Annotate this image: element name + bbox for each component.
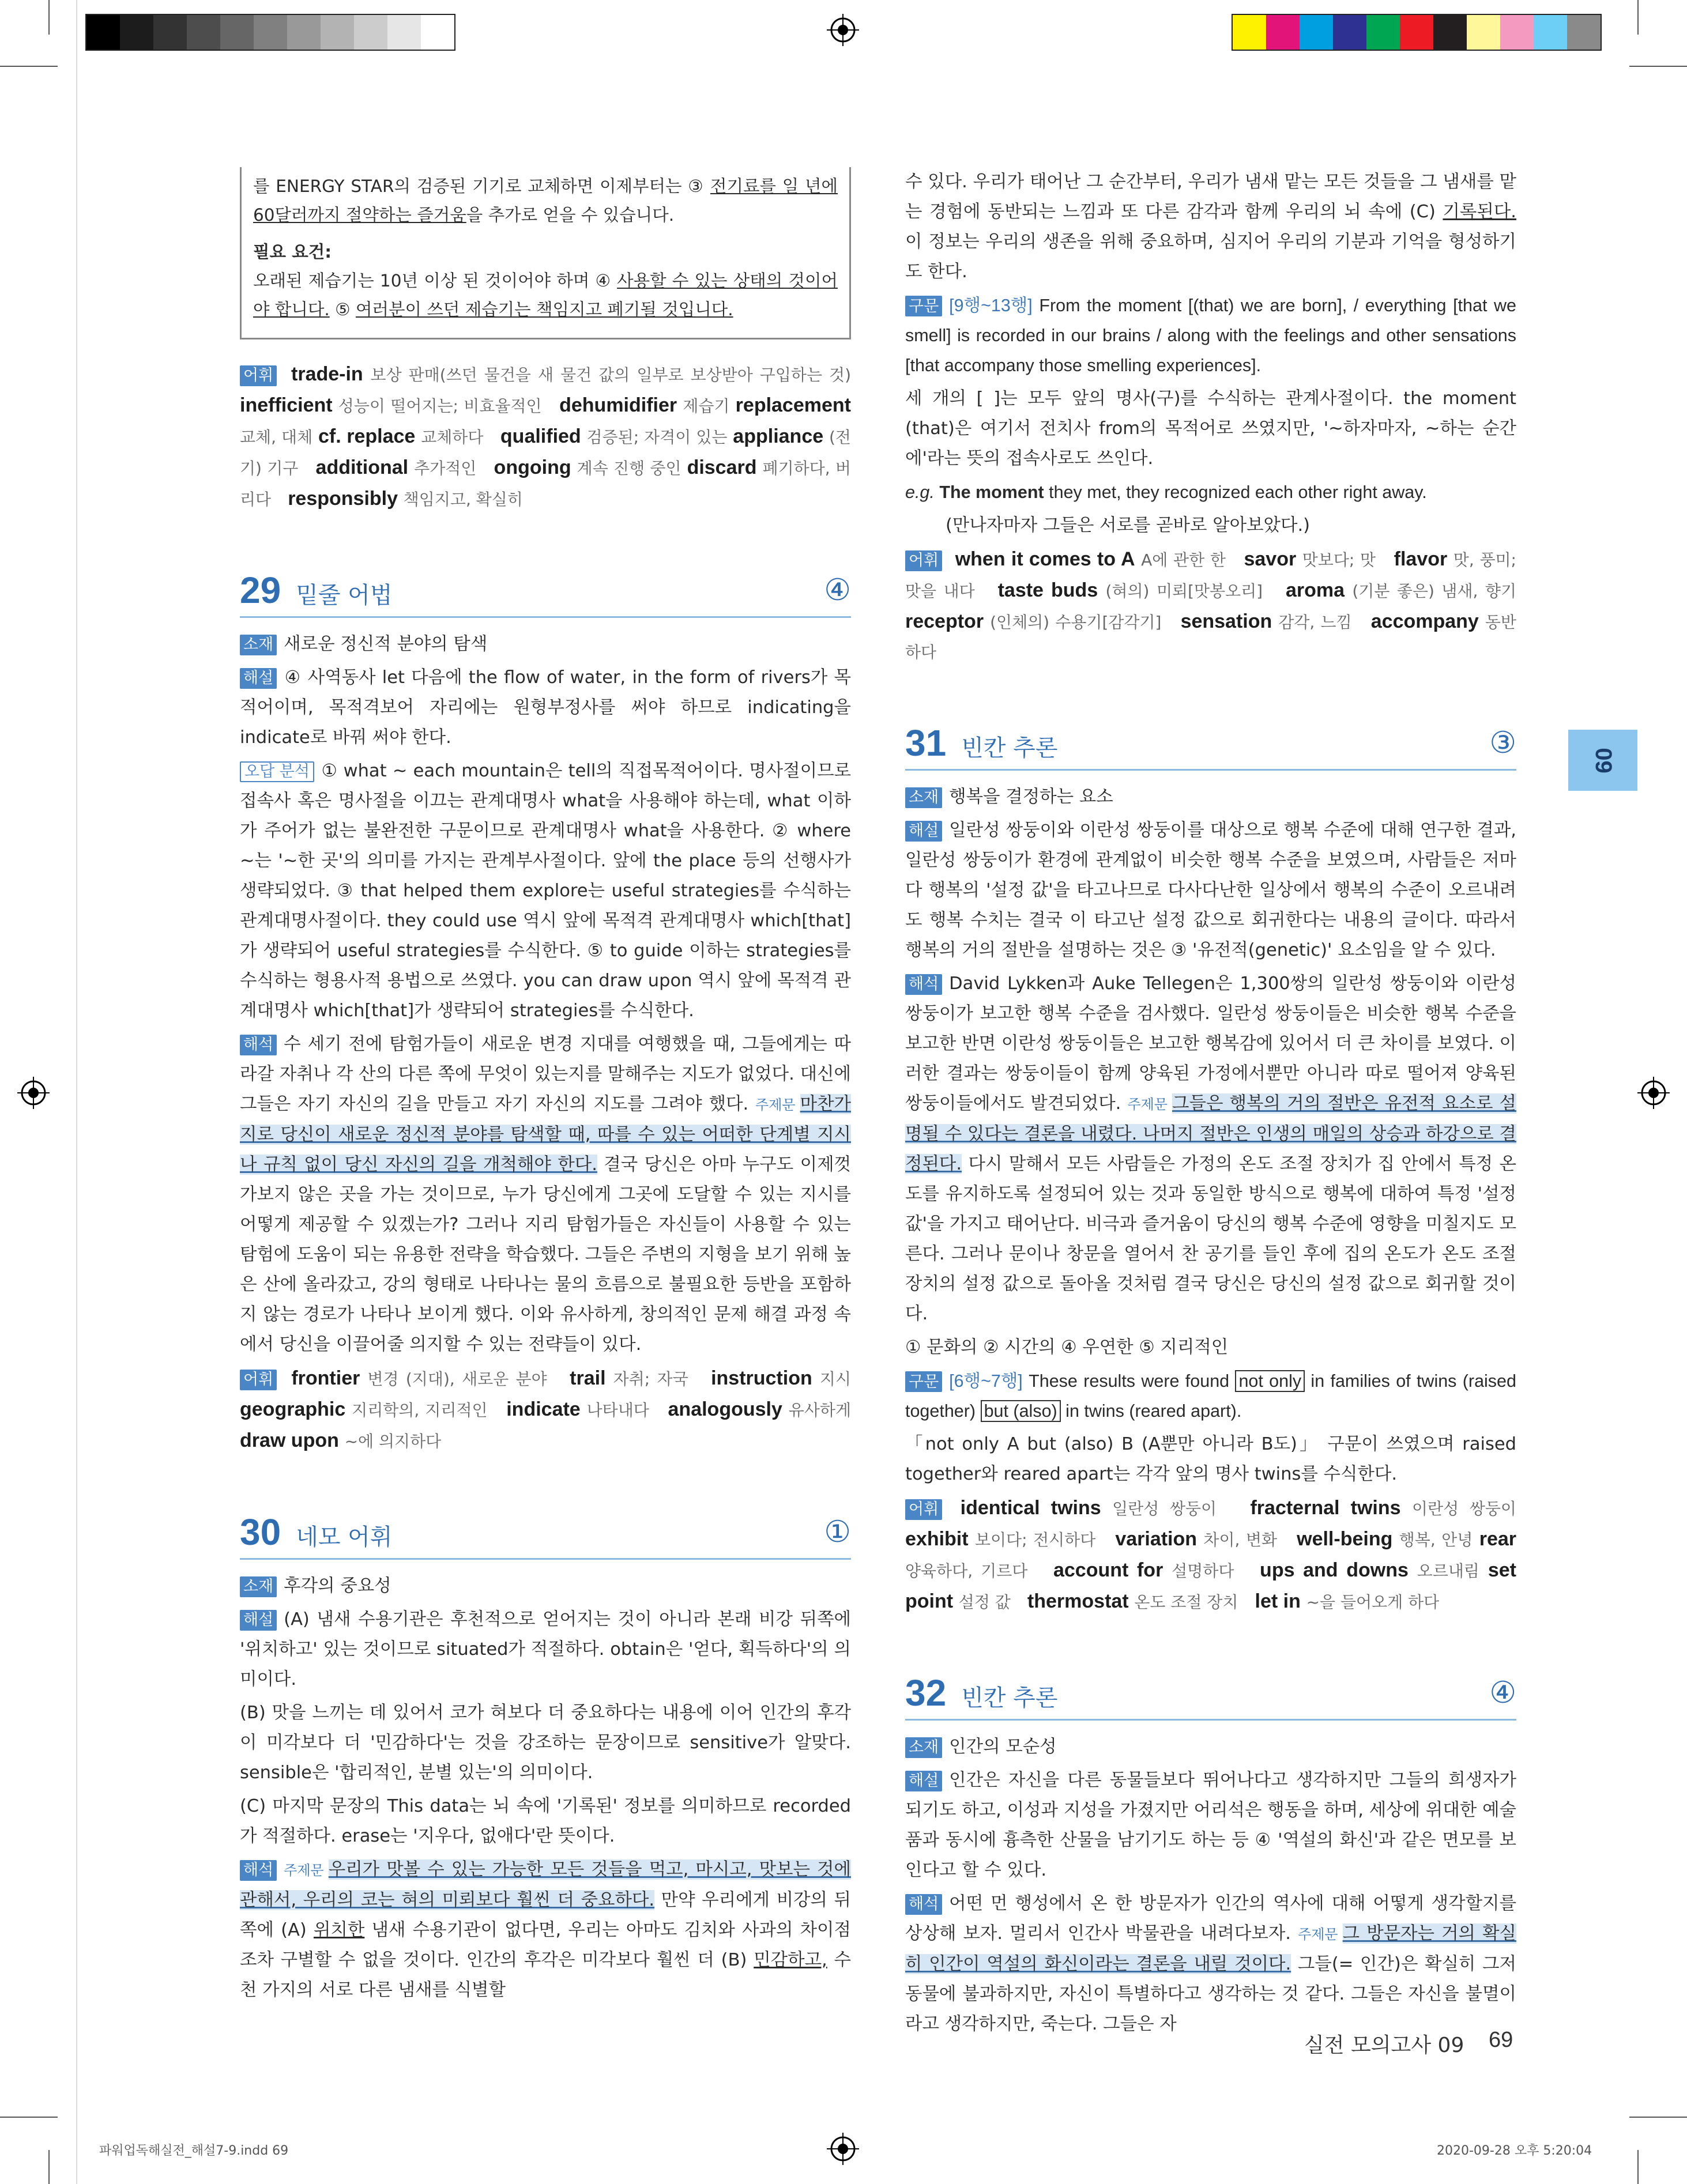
syntax-note: 구문 [6행~7행] These results were found not only in families of twins (raised together) but (also) in twins (reared apart).: [905, 1371, 1516, 1421]
crop-mark: [1637, 2150, 1639, 2184]
crop-mark: [0, 2117, 58, 2118]
vocab-block-29: 어휘 frontier 변경 (지대), 새로운 분야 trail 자취; 자국 instruction 지시 geographic 지리학의, 지리적인 indicate 나타내다 analogously 유사하게 draw upon ~에 의지하다: [240, 1367, 852, 1451]
registration-mark-top: [827, 14, 859, 46]
vocab-block-28: [240, 359, 851, 515]
vocab-list: trade-in 보상 판매(쓰던 물건을 새 물건 값의 일부로 보상받아 구입하는 것) inefficient 성능이 떨어지는; 비효율적인 dehumidifier 제습기 replacement 교체, 대체 cf. replace 교체하다 qualified 검증된; 자격이 있는 appliance (전기) 기구 additional 추가적인 ongoing 계속 진행 중인 discard 폐기하다, 버리다 responsibly 책임지고, 확실히: [240, 363, 852, 510]
explanation: 해설 ④ 사역동사 let 다음에 the flow of water, in the form of rivers가 목적어이며, 목적격보어 자리에는 원형부정사를 써야 하므로 indicating을 indicate로 바꿔 써야 한다.: [240, 667, 851, 748]
left-column: [240, 167, 851, 2009]
color-bar: [1232, 14, 1602, 51]
footer-title: 실전 모의고사 09: [1304, 2034, 1464, 2057]
translation-continued: 수 있다. 우리가 태어난 그 순간부터, 우리가 냄새 맡는 모든 것들을 그 냄새를 맡는 경험에 동반되는 느낌과 또 다른 감각과 함께 우리의 뇌 속에 (C) 기록된다. 이 정보는 우리의 생존을 위해 중요하며, 심지어 우리의 기분과 기억을 형성하기도 한다.: [905, 172, 1516, 282]
margin-line: [76, 0, 77, 2184]
topic-row: 소재 인간의 모순성: [905, 1732, 1516, 1762]
requirements-title: 필요 요건:: [253, 242, 332, 262]
explanation: 해설 인간은 자신을 다른 동물들보다 뛰어나다고 생각하지만 그들의 희생자가 되기도 하고, 이성과 지성을 가졌지만 어리석은 행동을 하며, 세상에 위대한 예술품과 동시에 흉측한 산물을 남기기도 하는 등 ④ '역설의 화신'과 같은 면모를 보인다고 할 수 있다.: [905, 1770, 1516, 1880]
topic-row: 소재 후각의 중요성: [240, 1571, 851, 1601]
translation: 해석 주제문 우리가 맛볼 수 있는 가능한 모든 것들을 먹고, 마시고, 맛보는 것에 관해서, 우리의 코는 혀의 미뢰보다 훨씬 더 중요하다. 만약 우리에게 비강의 뒤쪽에 (A) 위치한 냄새 수용기관이 없다면, 우리는 아마도 김치와 사과의 차이점조차 구별할 수 없을 것이다. 인간의 후각은 미각보다 훨씬 더 (B) 민감하고, 수천 가지의 서로 다른 냄새를 식별할: [240, 1859, 851, 2000]
explanation-c: (C) 마지막 문장의 This data는 뇌 속에 '기록된' 정보를 의미하므로 recorded가 적절하다. erase는 '지우다, 없애다'란 뜻이다.: [240, 1796, 851, 1846]
crop-mark: [1637, 0, 1639, 35]
answer-badge: ③: [1489, 726, 1516, 760]
vocab-block-31: 어휘 identical twins 일란성 쌍둥이 fracternal twins 이란성 쌍둥이 exhibit 보이다; 전시하다 variation 차이, 변화 well-being 행복, 안녕 rear 양육하다, 기르다 account for 설명하다 ups and downs 오르내림 set point 설정 값 thermostat 온도 조절 장치 let in ~을 들어오게 하다: [905, 1497, 1517, 1612]
translation: 해석 수 세기 전에 탐험가들이 새로운 변경 지대를 여행했을 때, 그들에게는 따라갈 자취나 각 산의 다른 쪽에 무엇이 있는지를 말해주는 지도가 없었다. 대신에 그들은 자기 자신의 길을 만들고 자기 자신의 지도를 그려야 했다. 주제문 마찬가지로 당신이 새로운 정신적 분야를 탐색할 때, 따를 수 있는 어떠한 단계별 지시나 규칙 없이 당신 자신의 길을 개척해야 한다. 결국 당신은 아마 누구도 이제껏 가보지 않은 곳을 가는 것이므로, 누가 당신에게 그곳에 도달할 수 있는 지시를 어떻게 제공할 수 있겠는가? 그러나 지리 탐험가들은 자신들이 사용할 수 있는 탐험에 도움이 되는 유용한 전략을 학습했다. 그들은 주변의 지형을 보기 위해 높은 산에 올라갔고, 강의 형태로 나타나는 물의 흐름으로 불필요한 등반을 포함하지 않는 경로가 나타나 보이게 했다. 이와 유사하게, 창의적인 문제 해결 과정 속에서 당신을 이끌어줄 의지할 수 있는 전략들이 있다.: [240, 1034, 851, 1355]
syntax-explanation: 세 개의 [ ]는 모두 앞의 명사(구)를 수식하는 관계사절이다. the moment (that)은 여기서 전치사 from의 목적어로 쓰였지만, '~하자마자, ~하는 순간에'라는 뜻의 접속사로도 쓰인다.: [905, 388, 1516, 469]
chapter-side-tab: 09: [1568, 730, 1637, 791]
question-type: 빈칸 추론: [961, 1685, 1058, 1711]
answer-badge: ④: [1489, 1676, 1516, 1710]
crop-mark: [48, 0, 50, 35]
vocab-block-30: 어휘 when it comes to A A에 관한 한 savor 맛보다; 맛 flavor 맛, 풍미; 맛을 내다 taste buds (혀의) 미뢰[맛봉오리] aroma (기분 좋은) 냄새, 향기 receptor (인체의) 수용기[감각기] sensation 감각, 느낌 accompany 동반하다: [905, 548, 1517, 662]
question-number: 30: [240, 1511, 281, 1553]
syntax-explanation: 「not only A but (also) B (A뿐만 아니라 B도)」 구문이 쓰였으며 raised together와 reared apart는 각각 앞의 명사 twins를 수식한다.: [905, 1434, 1516, 1484]
topic-row: 소재 행복을 결정하는 요소: [905, 782, 1516, 812]
grayscale-bar: [85, 14, 455, 51]
example-sentence: e.g. The moment they met, they recognized each other right away.: [905, 482, 1427, 502]
question-31-header: [905, 723, 1516, 771]
registration-mark-left: [17, 1077, 50, 1109]
file-slug: 파워업독해실전_해설7-9.indd 69: [99, 2144, 289, 2158]
date-slug: 2020-09-28 오후 5:20:04: [1437, 2144, 1592, 2158]
question-type: 밑줄 어법: [296, 582, 393, 609]
crop-mark: [1629, 66, 1687, 67]
question-32-header: [905, 1673, 1516, 1721]
question-type: 네모 어휘: [296, 1524, 393, 1551]
answer-badge: ①: [824, 1515, 851, 1549]
explanation: 해설 (A) 냄새 수용기관은 후천적으로 얻어지는 것이 아니라 본래 비강 뒤쪽에 '위치하고' 있는 것이므로 situated가 적절하다. obtain은 '얻다, 획득하다'의 의미이다.: [240, 1609, 851, 1689]
question-type: 빈칸 추론: [961, 735, 1058, 761]
wrong-answer-analysis: 오답 분석 ① what ~ each mountain은 tell의 직접목적어이다. 명사절이므로 접속사 혹은 명사절을 이끄는 관계대명사 what을 사용해야 하는데, what 이하가 주어가 없는 불완전한 구문이므로 관계대명사 what을 사용한다. ② where ~는 '~한 곳'의 의미를 가지는 관계부사절이다. 앞에 the place 등의 선행사가 생략되었다. ③ that helped them explore는 useful strategies를 수식하는 관계대명사절이다. they could use 역시 앞에 목적격 관계대명사 which[that]가 생략되어 useful strategies를 수식한다. ⑤ to guide 이하는 strategies를 수식하는 형용사적 용법으로 쓰였다. you can draw upon 역시 앞에 목적격 관계대명사 which[that]가 생략되어 strategies를 수식한다.: [240, 761, 851, 1021]
crop-mark: [1629, 2117, 1687, 2118]
syntax-note: 구문 [9행~13행] From the moment [(that) we are born], / everything [that we smell] is recorded in our brains / along with the feelings and other sensations [that accompany those smelling experiences].: [905, 296, 1516, 375]
topic-row: 소재 새로운 정신적 분야의 탐색: [240, 629, 851, 659]
crop-mark: [48, 2150, 50, 2184]
question-30-header: [240, 1512, 851, 1560]
wrong-choices: ① 문화의 ② 시간의 ④ 우연한 ⑤ 지리적인: [905, 1337, 1229, 1357]
right-column: [905, 167, 1516, 2043]
translation: 해석 어떤 먼 행성에서 온 한 방문자가 인간의 역사에 대해 어떻게 생각할지를 상상해 보자. 멀리서 인간사 박물관을 내려다보자. 주제문 그 방문자는 거의 확실히 인간이 역설의 화신이라는 결론을 내릴 것이다. 그들(= 인간)은 확실히 그저 동물에 불과하지만, 자신이 특별하다고 생각하는 것 같다. 그들은 자신을 불멸이라고 생각하지만, 죽는다. 그들은 자: [905, 1893, 1517, 2034]
vocab-tag: 어휘: [240, 365, 277, 386]
answer-badge: ④: [824, 573, 851, 608]
registration-mark-right: [1637, 1077, 1670, 1109]
page-number: 69: [1489, 2028, 1513, 2052]
question-29-header: [240, 570, 851, 618]
example-translation: (만나자마자 그들은 서로를 곧바로 알아보았다.): [946, 515, 1311, 535]
question-number: 29: [240, 569, 281, 611]
registration-mark-bottom: [827, 2133, 859, 2165]
explanation: 해설 일란성 쌍둥이와 이란성 쌍둥이를 대상으로 행복 수준에 대해 연구한 결과, 일란성 쌍둥이가 환경에 관계없이 비슷한 행복 수준을 보였으며, 사람들은 저마다 행복의 '설정 값'을 타고나므로 다사다난한 일상에서 행복의 수준이 오르내려도 행복 수치는 결국 이 타고난 설정 값으로 회귀한다는 내용의 글이다. 따라서 행복의 거의 절반을 설명하는 것은 ③ '유전적(genetic)' 요소임을 알 수 있다.: [905, 820, 1516, 960]
question-number: 31: [905, 722, 947, 764]
requirements-box: 를 ENERGY STAR의 검증된 기기로 교체하면 이제부터는 ③ 전기료를 일 년에 60달러까지 절약하는 즐거움을 추가로 얻을 수 있습니다. 필요 요건: 오래된 제습기는 10년 이상 된 것이어야 하며 ④ 사용할 수 있는 상태의 것이어야 합니다. ⑤ 여러분이 쓰던 제습기는 책임지고 폐기될 것입니다.: [240, 167, 851, 340]
question-number: 32: [905, 1672, 947, 1714]
explanation-b: (B) 맛을 느끼는 데 있어서 코가 혀보다 더 중요하다는 내용에 이어 인간의 후각이 미각보다 더 '민감하다'는 것을 강조하는 문장이므로 sensitive가 알맞다. sensible은 '합리적인, 분별 있는'의 의미이다.: [240, 1703, 851, 1783]
crop-mark: [0, 66, 58, 67]
translation: 해석 David Lykken과 Auke Tellegen은 1,300쌍의 일란성 쌍둥이와 이란성 쌍둥이가 보고한 행복 수준을 검사했다. 일란성 쌍둥이들은 비슷한 행복 수준을 보고한 반면 이란성 쌍둥이들은 보고한 행복감에 있어서 더 큰 차이를 보였다. 이러한 결과는 쌍둥이들이 함께 양육된 가정에서뿐만 아니라 따로 떨어져 양육된 쌍둥이들에서도 발견되었다. 주제문 그들은 행복의 거의 절반은 유전적 요소로 설명될 수 있다는 결론을 내렸다. 나머지 절반은 인생의 매일의 상승과 하강으로 결정된다. 다시 말해서 모든 사람들은 가정의 온도 조절 장치가 집 안에서 특정 온도를 유지하도록 설정되어 있는 것과 동일한 방식으로 행복에 대하여 특정 '설정 값'을 가지고 태어난다. 비극과 즐거움이 당신의 행복 수준에 영향을 미칠지도 모른다. 그러나 문이나 창문을 열어서 찬 공기를 들인 후에 집의 온도가 온도 조절 장치의 설정 값으로 돌아올 것처럼 결국 당신은 당신의 설정 값으로 회귀할 것이다.: [905, 974, 1516, 1324]
